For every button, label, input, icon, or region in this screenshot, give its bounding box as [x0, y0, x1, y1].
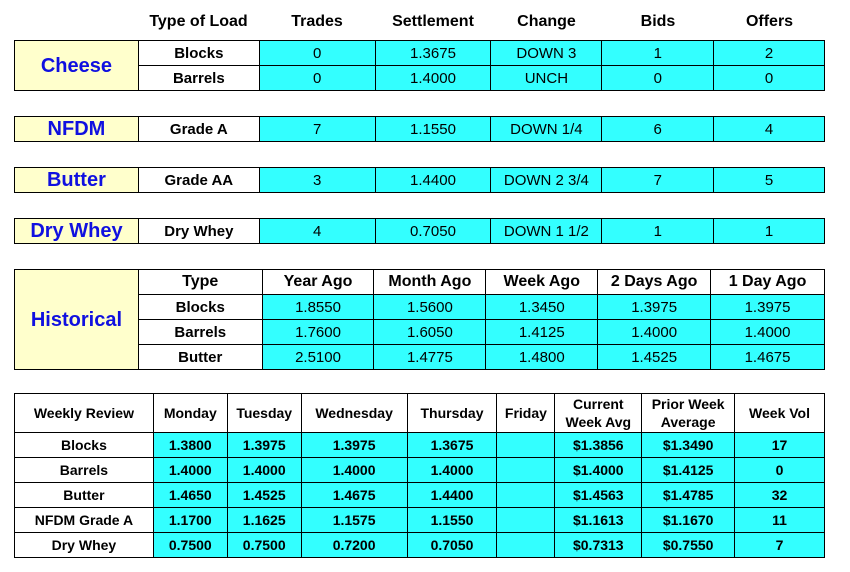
weekly-cell: 0.7050: [407, 533, 497, 558]
weekly-row-name: Blocks: [15, 433, 154, 458]
weekly-cell: 11: [735, 508, 825, 533]
weekly-cell: 17: [735, 433, 825, 458]
settlement-cell: 1.3675: [375, 41, 491, 66]
offers-cell: 1: [714, 219, 825, 244]
historical-type: Blocks: [138, 295, 262, 320]
weekly-row-name: NFDM Grade A: [15, 508, 154, 533]
trades-cell: 0: [259, 66, 375, 91]
weekly-header-thursday: Thursday: [407, 394, 497, 433]
historical-table: [14, 269, 825, 370]
weekly-cell: [497, 483, 555, 508]
weekly-cell: [497, 458, 555, 483]
weekly-header-wednesday: Wednesday: [301, 394, 407, 433]
cheese-type: Barrels: [138, 66, 259, 91]
header-type-of-load: Type of Load: [149, 13, 248, 30]
offers-cell: 2: [714, 41, 825, 66]
offers-cell: 0: [714, 66, 825, 91]
table-row: [15, 270, 825, 295]
historical-cell: 1.4800: [486, 345, 598, 370]
whey-type: Dry Whey: [138, 219, 259, 244]
historical-cell: 1.3975: [598, 295, 711, 320]
change-cell: DOWN 1 1/2: [491, 219, 602, 244]
weekly-cell: $0.7550: [642, 533, 735, 558]
weekly-header-review: Weekly Review: [15, 394, 154, 433]
weekly-cell: 1.1625: [227, 508, 301, 533]
weekly-cell: 1.4000: [301, 458, 407, 483]
table-row: [15, 168, 825, 193]
weekly-cell: 0.7200: [301, 533, 407, 558]
weekly-cell: $1.3490: [642, 433, 735, 458]
weekly-cell: [497, 433, 555, 458]
weekly-cell: 0: [735, 458, 825, 483]
settlement-cell: 0.7050: [375, 219, 491, 244]
change-cell: DOWN 2 3/4: [491, 168, 602, 193]
weekly-row-name: Butter: [15, 483, 154, 508]
table-row: [15, 41, 825, 66]
weekly-row-name: Barrels: [15, 458, 154, 483]
weekly-header-tuesday: Tuesday: [227, 394, 301, 433]
trades-cell: 3: [259, 168, 375, 193]
table-row: [15, 394, 825, 433]
header-offers: Offers: [745, 13, 794, 30]
bids-cell: 0: [602, 66, 714, 91]
weekly-cell: 1.3975: [301, 433, 407, 458]
weekly-cell: 0.7500: [153, 533, 227, 558]
settlement-cell: 1.4000: [375, 66, 491, 91]
historical-cell: 1.3975: [711, 295, 825, 320]
nfdm-type: Grade A: [138, 117, 259, 142]
cheese-label: Cheese: [15, 41, 139, 91]
weekly-cell: 1.4650: [153, 483, 227, 508]
weekly-cell: 1.4400: [407, 483, 497, 508]
historical-cell: 1.4000: [711, 320, 825, 345]
table-row: [15, 458, 825, 483]
offers-cell: 5: [714, 168, 825, 193]
weekly-cell: [497, 508, 555, 533]
weekly-cell: $1.1613: [555, 508, 642, 533]
historical-cell: 1.7600: [262, 320, 374, 345]
offers-cell: 4: [714, 117, 825, 142]
bids-cell: 1: [602, 41, 714, 66]
trades-cell: 0: [259, 41, 375, 66]
weekly-cell: 1.3800: [153, 433, 227, 458]
weekly-header-current-week-avg: Current Week Avg: [555, 394, 642, 433]
historical-type: Butter: [138, 345, 262, 370]
historical-cell: 1.4775: [374, 345, 486, 370]
butter-label: Butter: [15, 168, 139, 193]
historical-header-year-ago: Year Ago: [262, 270, 374, 295]
header-change: Change: [517, 13, 576, 30]
bids-cell: 6: [602, 117, 714, 142]
weekly-cell: 1.4000: [407, 458, 497, 483]
historical-header-2-days-ago: 2 Days Ago: [598, 270, 711, 295]
historical-header-1-day-ago: 1 Day Ago: [711, 270, 825, 295]
table-row: [15, 117, 825, 142]
weekly-cell: $1.4000: [555, 458, 642, 483]
weekly-cell: $1.1670: [642, 508, 735, 533]
weekly-cell: 32: [735, 483, 825, 508]
whey-table: [14, 218, 825, 244]
weekly-cell: 0.7500: [227, 533, 301, 558]
trades-cell: 4: [259, 219, 375, 244]
header-spacer: [14, 10, 138, 34]
historical-cell: 1.4525: [598, 345, 711, 370]
weekly-cell: [497, 533, 555, 558]
historical-cell: 1.8550: [262, 295, 374, 320]
weekly-cell: $1.4563: [555, 483, 642, 508]
header-trades: Trades: [291, 13, 343, 30]
change-cell: DOWN 1/4: [491, 117, 602, 142]
historical-cell: 1.4125: [486, 320, 598, 345]
header-bids: Bids: [640, 13, 676, 30]
butter-type: Grade AA: [138, 168, 259, 193]
weekly-cell: 1.1700: [153, 508, 227, 533]
nfdm-label: NFDM: [15, 117, 139, 142]
weekly-header-week-vol: Week Vol: [735, 394, 825, 433]
historical-cell: 1.5600: [374, 295, 486, 320]
historical-cell: 1.6050: [374, 320, 486, 345]
whey-label: Dry Whey: [15, 219, 139, 244]
settlement-cell: 1.1550: [375, 117, 491, 142]
weekly-header-prior-week-average: Prior Week Average: [642, 394, 735, 433]
table-row: [15, 483, 825, 508]
historical-cell: 2.5100: [262, 345, 374, 370]
weekly-cell: 1.4525: [227, 483, 301, 508]
historical-cell: 1.4675: [711, 345, 825, 370]
historical-label: Historical: [15, 270, 139, 370]
historical-header-week-ago: Week Ago: [486, 270, 598, 295]
weekly-cell: 1.4000: [153, 458, 227, 483]
weekly-cell: $1.3856: [555, 433, 642, 458]
cheese-table: [14, 40, 825, 91]
weekly-cell: $1.4125: [642, 458, 735, 483]
nfdm-table: [14, 116, 825, 142]
cheese-type: Blocks: [138, 41, 259, 66]
butter-table: [14, 167, 825, 193]
weekly-cell: 1.4675: [301, 483, 407, 508]
settlement-cell: 1.4400: [375, 168, 491, 193]
bids-cell: 1: [602, 219, 714, 244]
weekly-cell: 1.1550: [407, 508, 497, 533]
table-row: [15, 219, 825, 244]
bids-cell: 7: [602, 168, 714, 193]
weekly-row-name: Dry Whey: [15, 533, 154, 558]
historical-type: Barrels: [138, 320, 262, 345]
historical-header-month-ago: Month Ago: [374, 270, 486, 295]
weekly-header-friday: Friday: [497, 394, 555, 433]
weekly-header-monday: Monday: [153, 394, 227, 433]
historical-cell: 1.4000: [598, 320, 711, 345]
trades-cell: 7: [259, 117, 375, 142]
weekly-review-table: [14, 393, 825, 558]
header-settlement: Settlement: [392, 13, 474, 30]
weekly-cell: 1.3975: [227, 433, 301, 458]
weekly-cell: 1.1575: [301, 508, 407, 533]
weekly-cell: 1.3675: [407, 433, 497, 458]
historical-header-type: Type: [138, 270, 262, 295]
change-cell: UNCH: [491, 66, 602, 91]
table-row: [15, 508, 825, 533]
weekly-cell: $1.4785: [642, 483, 735, 508]
weekly-cell: 1.4000: [227, 458, 301, 483]
historical-cell: 1.3450: [486, 295, 598, 320]
table-row: [15, 433, 825, 458]
weekly-cell: $0.7313: [555, 533, 642, 558]
change-cell: DOWN 3: [491, 41, 602, 66]
column-header-table: [14, 10, 825, 34]
weekly-cell: 7: [735, 533, 825, 558]
table-row: [15, 533, 825, 558]
